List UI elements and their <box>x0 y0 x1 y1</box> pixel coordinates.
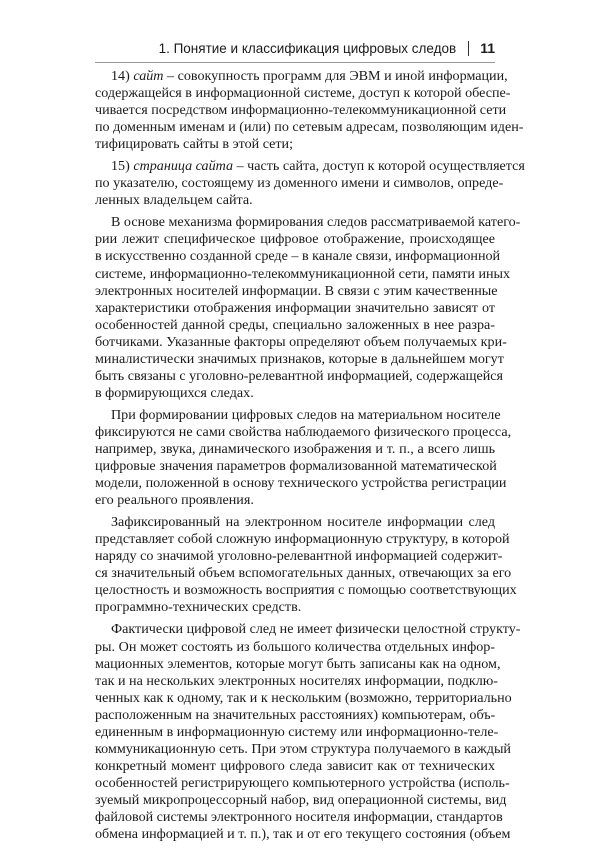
text-line: обмена информацией и т. п.), так и от его текущего состояния (объем <box>95 826 511 843</box>
text-line: программно-технических средств. <box>95 599 302 616</box>
text-line: рии лежит специфическое цифровое отображение, происходящее <box>95 231 495 248</box>
text-line: ченных как к одному, так и к нескольким (возможно, территориально <box>95 689 512 706</box>
body-text <box>95 68 525 848</box>
text-line: тифицировать сайты в этой сети; <box>95 136 294 153</box>
text-line: файловой системы электронного носителя информации, стандартов <box>95 808 503 825</box>
text-line: ся значительный объем вспомогательных данных, отвечающих за его <box>95 565 512 582</box>
text-line: 14) сайт – совокупность программ для ЭВМ и иной информации, <box>111 68 508 84</box>
text-line: коммуникационную сеть. При этом структура получаемого в каждый <box>95 740 511 757</box>
text-line: единенным в информационную систему или информационно-теле- <box>95 723 499 740</box>
paragraph <box>95 621 521 843</box>
text-line: Зафиксированный на электронном носителе информации след <box>111 514 495 531</box>
text-line: ленных владельцем сайта. <box>95 192 253 209</box>
text-line: характеристики отображения информации значительно зависят от <box>95 299 495 316</box>
text-line: наряду со значимой уголовно-релевантной информацией содержит- <box>95 548 503 565</box>
header-separator <box>468 41 469 56</box>
text-line: особенностей регистрирующего компьютерного устройства (исполь- <box>95 774 510 791</box>
text-line: по указателю, состоящему из доменного имени и символов, опреде- <box>95 175 504 192</box>
text-line: содержащейся в информационной системе, доступ к которой обеспе- <box>95 85 511 102</box>
text-line: модели, положенной в основу технического устройства регистрации <box>95 475 507 492</box>
running-title: 1. Понятие и классификация цифровых следов <box>158 40 457 56</box>
text-line: в формирующихся следах. <box>95 384 254 401</box>
text-line: фиксируются не сами свойства наблюдаемого физического процесса, <box>95 423 512 440</box>
paragraph <box>95 514 517 616</box>
text-line: особенностей данной среды, специально заложенных в нее разра- <box>95 316 495 333</box>
text-line: зуемый микропроцессорный набор, вид операционной системы, вид <box>95 791 507 808</box>
text-line: цифровые значения параметров формализованной математической <box>95 458 497 475</box>
text-line: ботчиками. Указанные факторы определяют объем получаемых кри- <box>95 333 507 350</box>
text-line: ры. Он может состоять из большого количества отдельных инфор- <box>95 638 495 655</box>
text-line: В основе механизма формирования следов рассматриваемой катего- <box>111 214 521 231</box>
text-line: миналистически значимых признаков, которые в дальнейшем могут <box>95 350 504 367</box>
text-line: по доменным именам и (или) по сетевым адресам, позволяющим иден- <box>95 119 524 136</box>
text-line: быть связаны с уголовно-релевантной информацией, содержащейся <box>95 367 503 384</box>
page-number: 11 <box>480 40 495 56</box>
header-rule <box>95 62 495 63</box>
text-line: в искусственно созданной среде – в канале связи, информационной <box>95 248 501 265</box>
text-line: При формировании цифровых следов на материальном носителе <box>111 406 501 423</box>
text-line: представляет собой сложную информационную структуру, в которой <box>95 531 510 548</box>
paragraph <box>95 158 525 209</box>
text-line: 15) страница сайта – часть сайта, доступ к которой осуществляется <box>111 158 525 175</box>
paragraph <box>95 68 524 153</box>
text-line: так и на нескольких электронных носителях информации, подклю- <box>95 672 498 689</box>
running-header <box>95 38 495 58</box>
text-line: его реального проявления. <box>95 492 254 509</box>
defined-term: сайт <box>133 68 164 84</box>
defined-term: страница сайта <box>133 158 234 175</box>
paragraph <box>95 406 512 509</box>
text-line: расположенным на значительных расстояниях) компьютерам, объ- <box>95 706 496 723</box>
text-line: чивается посредством информационно-телекоммуникационной сети <box>95 102 507 119</box>
text-line: например, звука, динамического изображения и т. п., а всего лишь <box>95 440 495 457</box>
text-line: целостность и возможность восприятия с помощью соответствующих <box>95 582 517 599</box>
text-line: мационных элементов, которые могут быть записаны как на одном, <box>95 655 501 672</box>
text-line: Фактически цифровой след не имеет физически целостной структу- <box>111 621 521 638</box>
paragraph <box>95 214 521 402</box>
text-line: системе, информационно-телекоммуникационной сети, памяти иных <box>95 265 511 282</box>
text-line: электронных носителей информации. В связи с этим качественные <box>95 282 498 299</box>
text-line: конкретный момент цифрового следа зависит как от технических <box>95 757 495 774</box>
